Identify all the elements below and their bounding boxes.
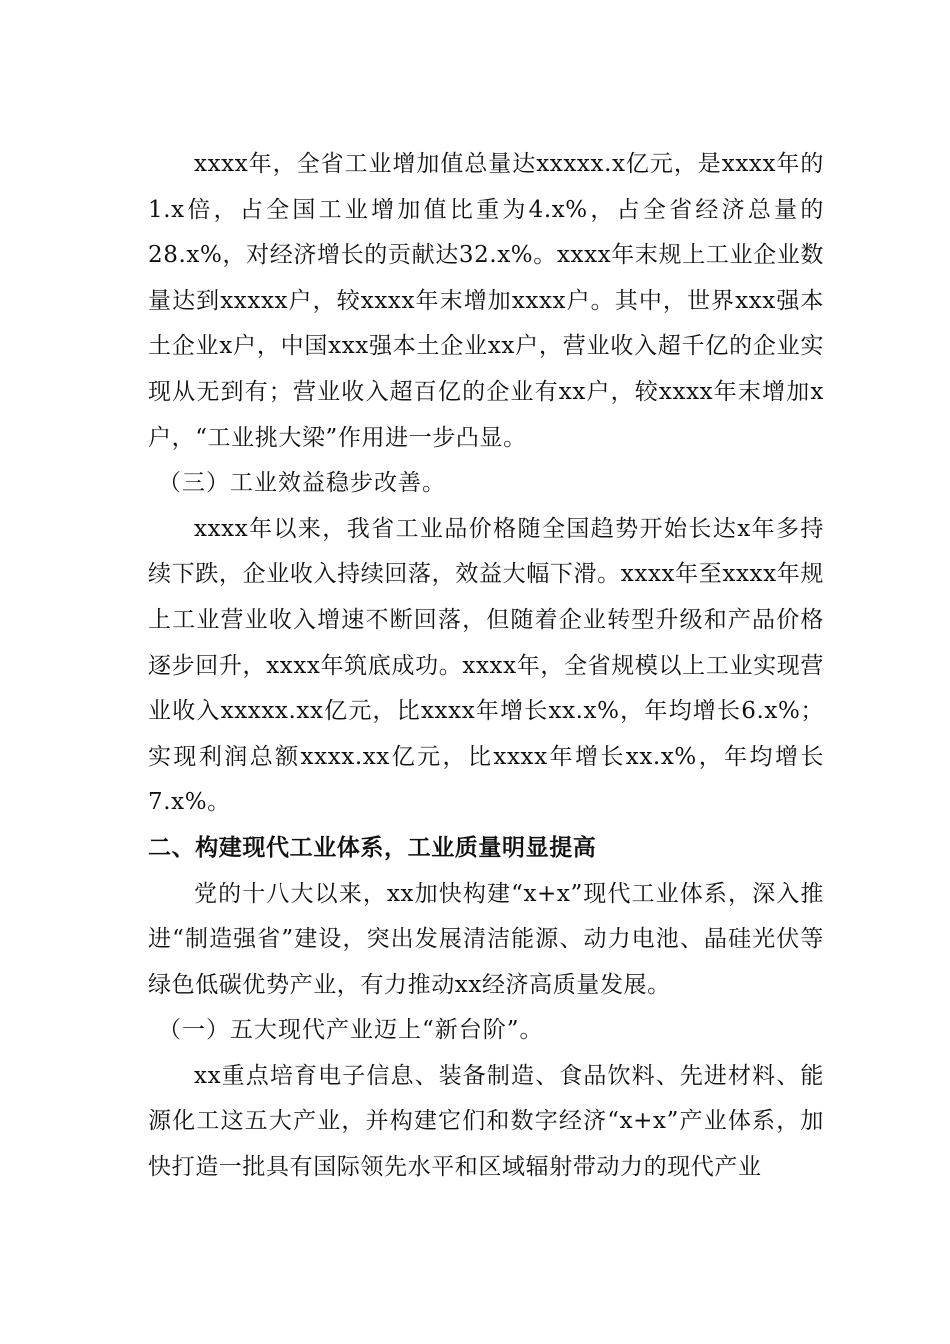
subheading-industrial-benefits: （三）工业效益稳步改善。 [158,470,446,497]
subheading-five-industries: （一）五大现代产业迈上“新台阶”。 [158,1017,544,1044]
paragraph-modern-industry-system: 党的十八大以来，xx加快构建“x+x”现代工业体系，深入推进“制造强省”建设，突出发展清洁能源、动力电池、晶硅光伏等绿色低碳优势产业，有力推动xx经济高质量发展。 [148,880,824,998]
paragraph-industrial-benefits: xxxx年以来，我省工业品价格随全国趋势开始长达x年多持续下跌，企业收入持续回落，效益大幅下滑。xxxx年至xxxx年规上工业营业收入增速不断回落，但随着企业转型升级和产品价格逐步回升，xxxx年筑底成功。xxxx年，全省规模以上工业实现营业收入xxxxx.xx亿元，比xxxx年增长xx.x%，年均增长6.x%；实现利润总额xxxx.xx亿元，比xxxx年增长xx.x%，年均增长7.x%。 [148,515,824,816]
paragraph-industrial-output: xxxx年，全省工业增加值总量达xxxxx.x亿元，是xxxx年的1.x倍，占全国工业增加值比重为4.x%，占全省经济总量的28.x%，对经济增长的贡献达32.x%。xxxx年末规上工业企业数量达到xxxxx户，较xxxx年末增加xxxx户。其中，世界xxx强本土企业x户，中国xxx强本土企业xx户，营业收入超千亿的企业实现从无到有；营业收入超百亿的企业有xx户，较xxxx年末增加x户，“工业挑大梁”作用进一步凸显。 [148,151,824,451]
paragraph-five-industries: xx重点培育电子信息、装备制造、食品饮料、先进材料、能源化工这五大产业，并构建它们和数字经济“x+x”产业体系，加快打造一批具有国际领先水平和区域辐射带动力的现代产业 [148,1062,824,1181]
document-page [148,142,824,1191]
section-heading-modern-industry: 二、构建现代工业体系，工业质量明显提高 [148,834,597,861]
